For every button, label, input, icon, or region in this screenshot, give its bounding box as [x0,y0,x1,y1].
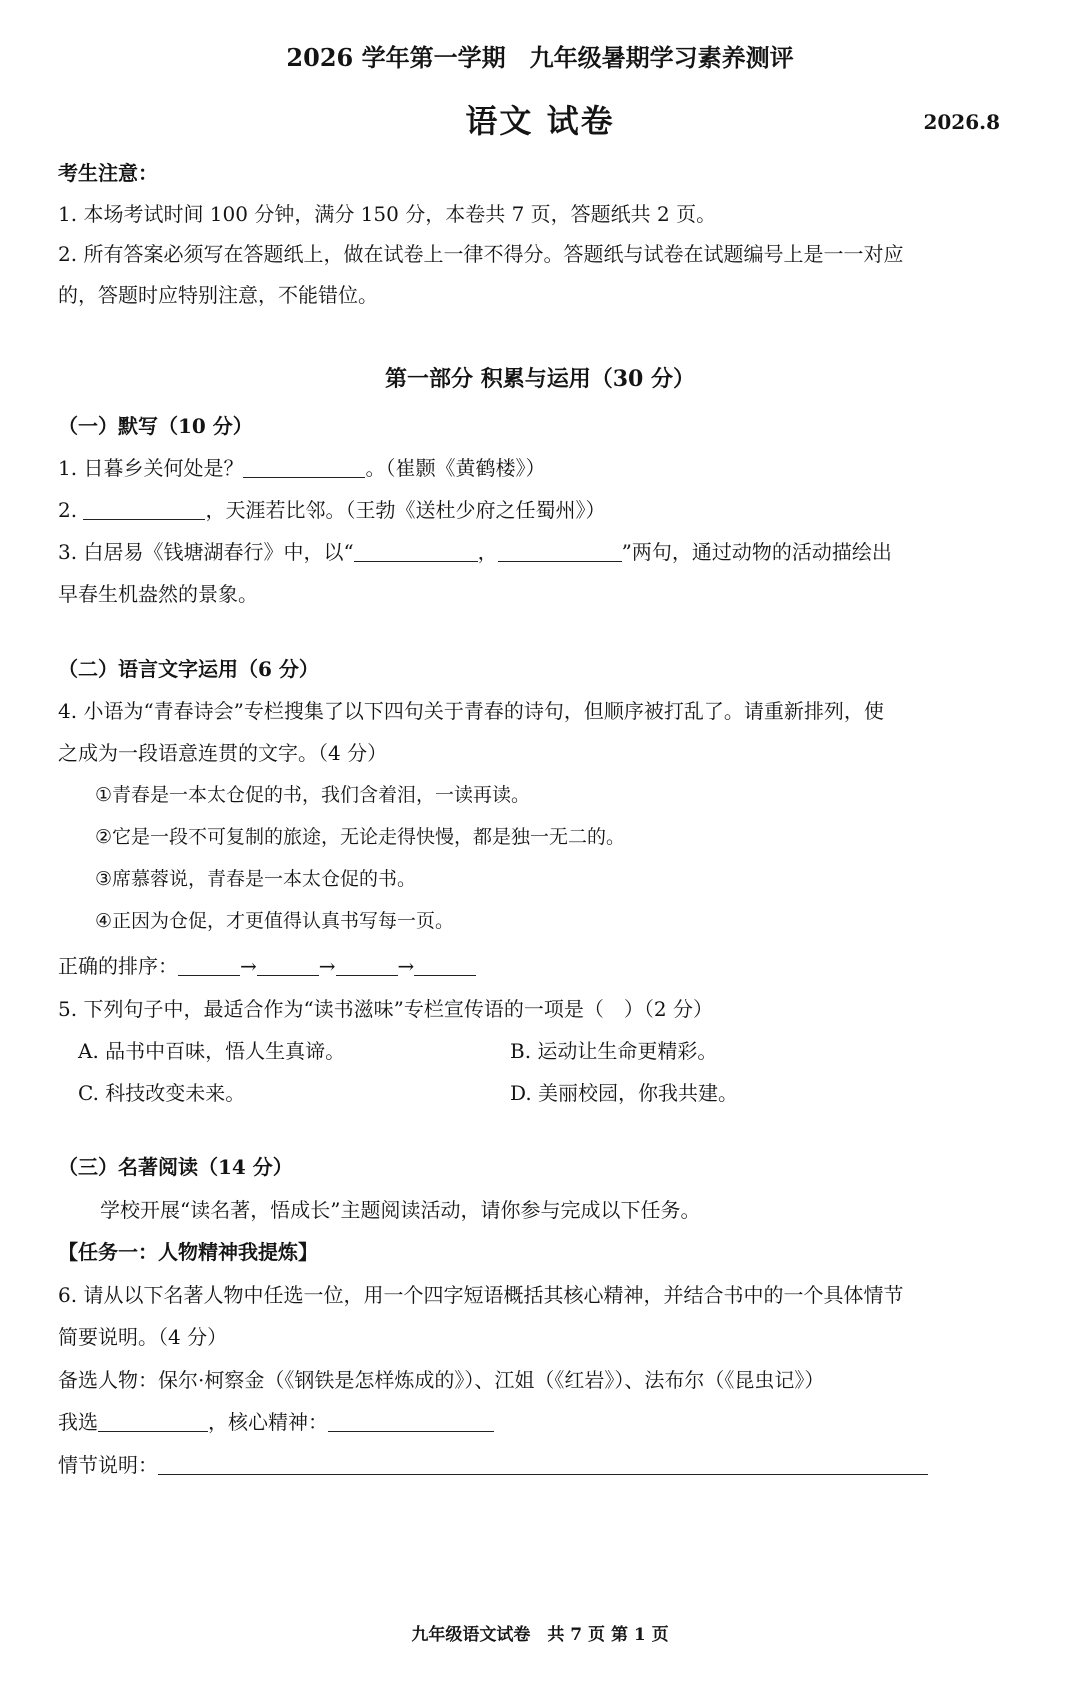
question-6-line-2: 简要说明。（4 分） [58,1325,228,1349]
order-blank [257,957,319,976]
answer-blank [98,1411,208,1432]
question-3-line-2: 早春生机盎然的景象。 [58,582,258,606]
order-blank [336,957,398,976]
choice-c: C. 科技改变未来。 [78,1081,246,1105]
sentence-option-3: ③席慕蓉说，青春是一本太仓促的书。 [95,868,417,890]
question-1-source: 。（崔颢《黄鹤楼》） [365,456,546,480]
answer-blank [354,541,478,562]
order-arrow: → [318,954,336,978]
choose-label: 我选 [58,1410,98,1434]
task-1-heading: 【任务一：人物精神我提炼】 [58,1240,318,1264]
order-answer-row [58,950,476,979]
choice-b: B. 运动让生命更精彩。 [510,1039,718,1063]
subject-title: 语文 试卷 [465,102,615,140]
order-arrow: → [397,954,415,978]
notice-item-1: 1. 本场考试时间 100 分钟，满分 150 分，本卷共 7 页，答题纸共 2 页。 [58,202,717,226]
reading-activity-intro: 学校开展“读名著，悟成长”主题阅读活动，请你参与完成以下任务。 [100,1198,701,1222]
answer-blank [158,1454,928,1475]
question-3-prompt: 3. 白居易《钱塘湖春行》中，以“ [58,540,354,564]
notice-heading: 考生注意： [58,161,158,185]
question-6-line-1: 6. 请从以下名著人物中任选一位，用一个四字短语概括其核心精神，并结合书中的一个具体情节 [58,1283,904,1307]
question-1 [58,452,545,481]
order-arrow: → [240,954,257,978]
order-blank [414,957,476,976]
question-1-prompt: 1. 日暮乡关何处是？ [58,456,244,480]
core-spirit-label: ，核心精神： [208,1410,328,1434]
question-4-line-1: 4. 小语为“青春诗会”专栏搜集了以下四句关于青春的诗句，但顺序被打乱了。请重新排列，使 [58,699,884,723]
candidate-characters: 备选人物：保尔·柯察金（《钢铁是怎样炼成的》）、江姐（《红岩》）、法布尔（《昆虫记》） [58,1368,825,1392]
part-1-title: 第一部分 积累与运用（30 分） [385,366,695,392]
order-label: 正确的排序： [58,954,178,978]
order-blank [178,957,240,976]
section-3-heading: （三）名著阅读（14 分） [58,1155,293,1179]
exam-top-title: 2026 学年第一学期 九年级暑期学习素养测评 [286,43,794,72]
sentence-option-4: ④正因为仓促，才更值得认真书写每一页。 [95,910,455,932]
page-footer: 九年级语文试卷 共 7 页 第 1 页 [411,1625,669,1645]
question-3-line-1 [58,536,892,565]
notice-item-2-line-1: 2. 所有答案必须写在答题纸上，做在试卷上一律不得分。答题纸与试卷在试题编号上是一一对应 [58,242,904,266]
choice-a: A. 品书中百味，悟人生真谛。 [78,1039,346,1063]
choice-answer-row [58,1406,494,1435]
question-2-number: 2. [58,498,78,522]
question-2-source: ，天涯若比邻。（王勃《送杜少府之任蜀州》） [205,498,606,522]
answer-blank [498,541,622,562]
plot-answer-row [58,1449,928,1478]
question-3-comma: ， [477,540,498,564]
exam-date: 2026.8 [923,110,1000,134]
sentence-option-1: ①青春是一本太仓促的书，我们含着泪，一读再读。 [95,784,531,806]
sentence-option-2: ②它是一段不可复制的旅途，无论走得快慢，都是独一无二的。 [95,826,626,848]
question-3-tail: ”两句，通过动物的活动描绘出 [621,540,892,564]
question-2 [58,494,605,523]
question-4-line-2: 之成为一段语意连贯的文字。（4 分） [58,741,388,765]
answer-blank [328,1411,494,1432]
answer-blank [243,457,365,478]
section-2-heading: （二）语言文字运用（6 分） [58,657,319,681]
question-5: 5. 下列句子中，最适合作为“读书滋味”专栏宣传语的一项是（ ）（2 分） [58,997,713,1021]
choice-d: D. 美丽校园，你我共建。 [510,1081,739,1105]
plot-label: 情节说明： [58,1453,158,1477]
section-1-heading: （一）默写（10 分） [58,414,253,438]
answer-blank [83,499,205,520]
notice-item-2-line-2: 的，答题时应特别注意，不能错位。 [58,283,378,307]
